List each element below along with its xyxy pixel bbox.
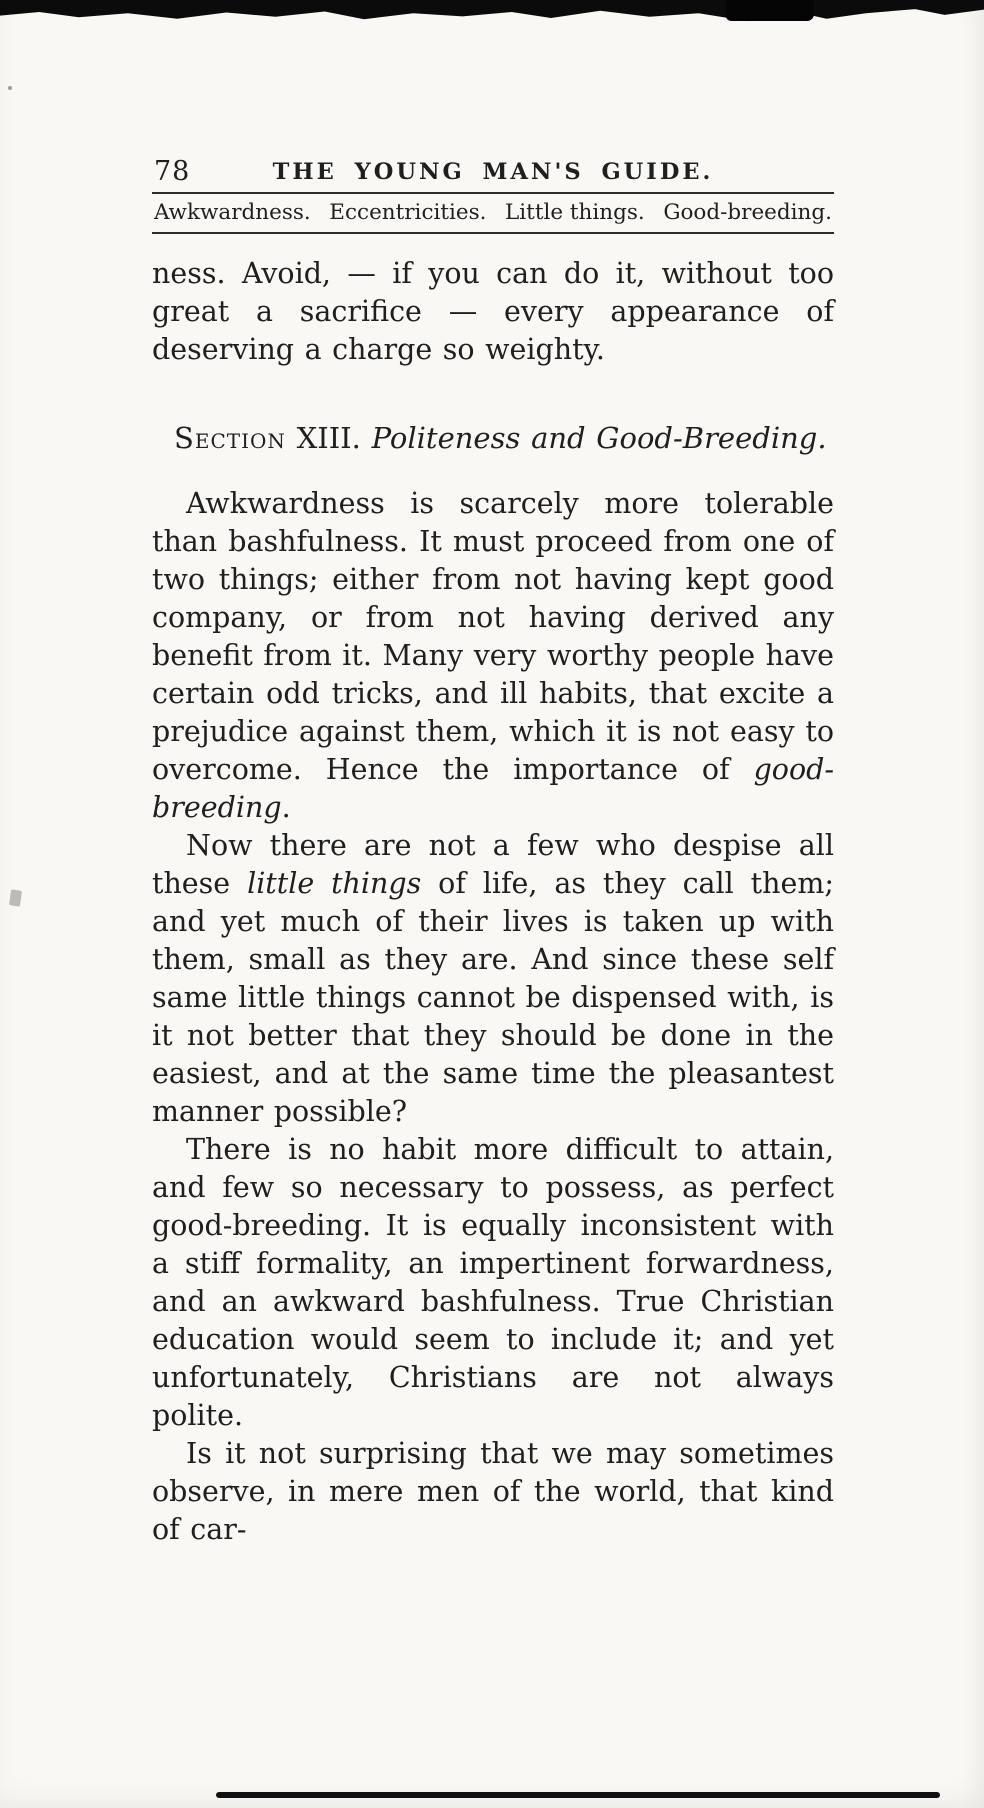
scan-artifact-top-blob <box>726 0 814 21</box>
scan-artifact-bottom-line <box>216 1792 940 1798</box>
margin-smudge <box>9 889 22 906</box>
scan-artifact-top-bar <box>0 0 984 24</box>
text-run: Now there are not a few who despise all these <box>152 829 834 900</box>
text-run: Awkwardness is scarcely more tolerable than bashfulness. It must proceed from one of two things; either from not having kept good company, or from not having derived any benefit from it. Many very worthy people have certain odd tricks, and ill habits, that excite a prejudice against them, which it is not easy to overcome. Hence the importance of <box>152 487 834 786</box>
page-header <box>152 150 834 192</box>
section-heading <box>174 419 834 457</box>
paragraph <box>152 1131 834 1435</box>
text-run: Is it not surprising that we may sometimes observe, in mere men of the world, that kind of car- <box>152 1437 834 1546</box>
page-text <box>152 255 834 1549</box>
paragraph <box>152 827 834 1131</box>
text-run: ness. Avoid, — if you can do it, without too great a sacrifice — every appearance of deserving a charge so weighty. <box>152 257 834 366</box>
scan-speck <box>8 86 12 90</box>
text-run: little things <box>247 867 422 900</box>
keyword-item: Awkwardness. <box>154 200 311 225</box>
keyword-item: Good-breeding. <box>663 200 832 225</box>
keyword-item: Little things. <box>505 200 645 225</box>
text-run: XIII. <box>285 421 372 455</box>
paragraph <box>152 485 834 827</box>
running-title: THE YOUNG MAN'S GUIDE. <box>272 159 714 185</box>
keyword-item: Eccentricities. <box>329 200 487 225</box>
text-run: Section <box>174 421 286 455</box>
paragraph <box>152 1435 834 1549</box>
text-run: . <box>281 791 291 824</box>
paragraph <box>152 255 834 369</box>
running-keywords <box>152 194 834 232</box>
text-run: There is no habit more difficult to attain, and few so necessary to possess, as perfect good-breeding. It is equally inconsistent with a stiff formality, an impertinent forwardness, and an awkward bashfulness. True Christian education would seem to include it; and yet unfortunately, Christians are not always polite. <box>152 1133 834 1432</box>
header-rule-bottom <box>152 232 834 234</box>
text-run: of life, as they call them; and yet much of their lives is taken up with them, small as they are. And since these self same little things cannot be dispensed with, is it not better that they should be done in the easiest, and at the same time the pleasantest manner possible? <box>152 867 834 1128</box>
text-column <box>152 150 834 1549</box>
page-number: 78 <box>154 156 191 187</box>
text-run: Politeness and Good-Breeding. <box>371 421 827 455</box>
text-run: good-breeding <box>152 753 834 824</box>
